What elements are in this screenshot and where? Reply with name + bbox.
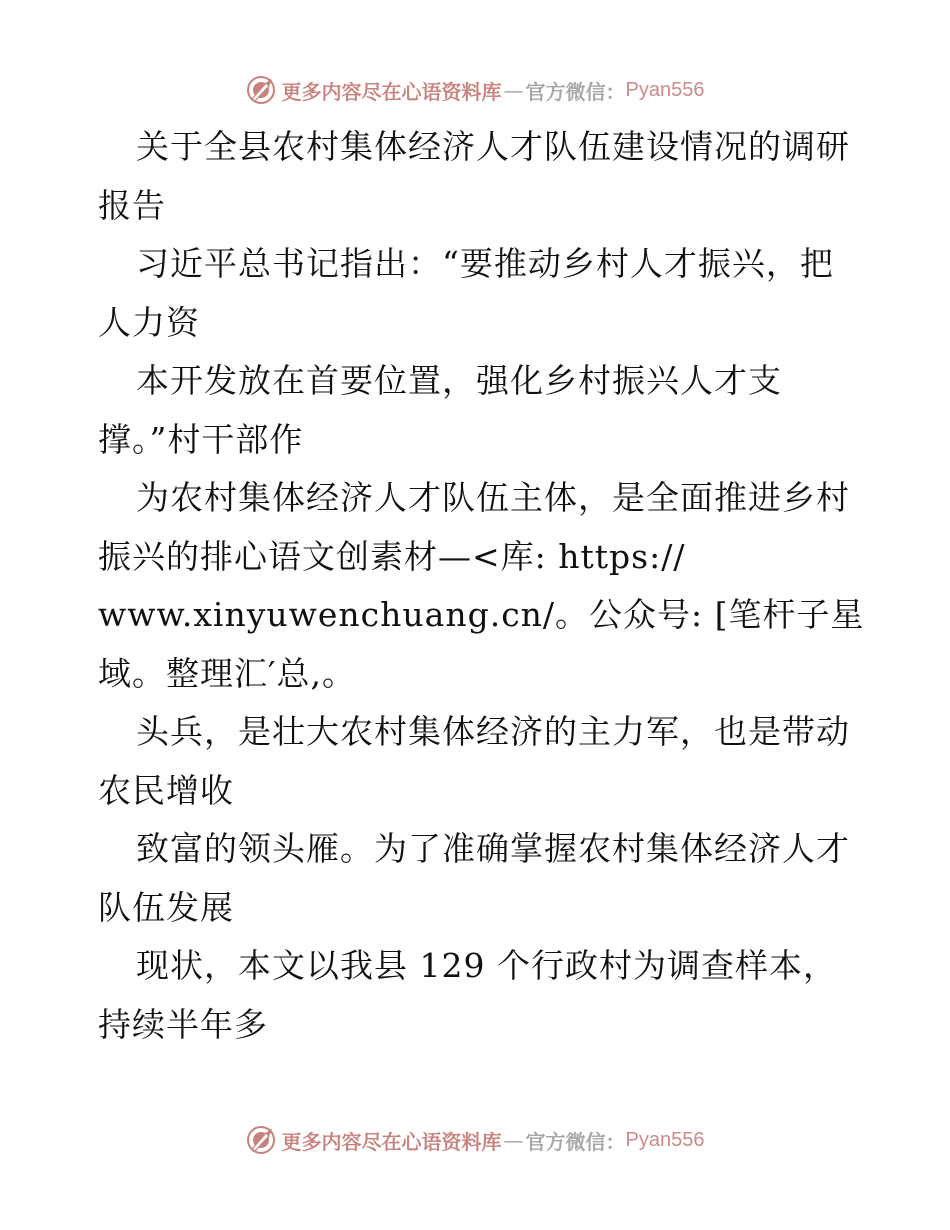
text-line: 现状，本文以我县 129 个行政村为调查样本， — [136, 946, 837, 985]
pen-logo-icon — [246, 1125, 276, 1155]
watermark-wechat-account: Pyan556 — [625, 78, 705, 101]
watermark-separator: — — [503, 78, 524, 102]
watermark-wechat-label: 官方微信： — [525, 79, 626, 104]
watermark-brand: 更多内容尽在心语资料库 — [281, 1129, 502, 1154]
text-line: 域。整理汇′总,。 — [98, 653, 356, 693]
text-line: 持续半年多 — [98, 1004, 268, 1044]
watermark-header — [0, 70, 950, 110]
watermark-wechat-account: Pyan556 — [625, 1128, 705, 1151]
text-line: 报告 — [98, 185, 166, 225]
text-line: 关于全县农村集体经济人才队伍建设情况的调研 — [136, 127, 850, 166]
watermark-separator: — — [503, 1128, 524, 1152]
text-line: www.xinyuwenchuang.cn/。公众号: [笔杆子星 — [98, 595, 865, 634]
pen-logo-icon — [246, 75, 276, 105]
text-line: 头兵，是壮大农村集体经济的主力军，也是带动 — [136, 712, 850, 751]
watermark-wechat-label: 官方微信： — [525, 1129, 626, 1154]
text-line: 撑。”村干部作 — [98, 419, 304, 459]
watermark-footer — [0, 1120, 950, 1160]
text-line: 农民增收 — [98, 770, 234, 810]
document-body — [98, 118, 865, 1054]
text-line: 振兴的排心语文创素材—<库: https:// — [98, 536, 686, 576]
watermark-brand: 更多内容尽在心语资料库 — [281, 79, 502, 104]
text-line: 为农村集体经济人才队伍主体，是全面推进乡村 — [136, 478, 850, 517]
text-line: 本开发放在首要位置，强化乡村振兴人才支 — [136, 361, 782, 400]
text-line: 致富的领头雁。为了准确掌握农村集体经济人才 — [136, 829, 850, 868]
text-line: 人力资 — [98, 302, 200, 342]
text-line: 队伍发展 — [98, 887, 234, 927]
text-line: 习近平总书记指出：“要推动乡村人才振兴，把 — [136, 244, 834, 283]
